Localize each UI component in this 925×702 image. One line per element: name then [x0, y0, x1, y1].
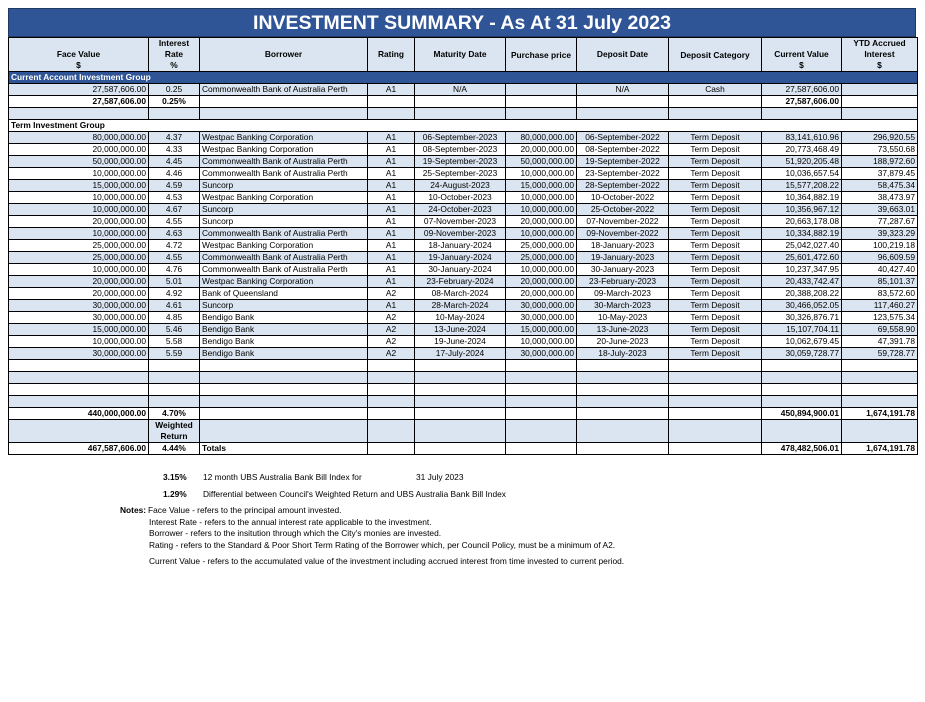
cell-purchase: 25,000,000.00: [506, 240, 577, 252]
totals-face-value: 467,587,606.00: [9, 443, 149, 455]
cell-rating: A1: [368, 204, 415, 216]
notes-section: [120, 505, 624, 568]
table-row: [9, 324, 918, 336]
cell-borrower: Suncorp: [200, 216, 368, 228]
cell-current-value: 20,388,208.22: [762, 288, 842, 300]
table-row: [9, 156, 918, 168]
cell-face-value: 30,000,000.00: [9, 348, 149, 360]
term-subtotal-current-value: 450,894,900.01: [762, 408, 842, 420]
header-row: [9, 38, 918, 72]
cell-rating: A1: [368, 240, 415, 252]
cell-maturity: 19-June-2024: [415, 336, 506, 348]
cell-deposit-date: 10-May-2023: [577, 312, 669, 324]
cell-category: Term Deposit: [669, 252, 762, 264]
cell-rating: A2: [368, 312, 415, 324]
cell-borrower: Bendigo Bank: [200, 348, 368, 360]
cell-purchase: 50,000,000.00: [506, 156, 577, 168]
cell-rating: A1: [368, 300, 415, 312]
cell-borrower: Suncorp: [200, 180, 368, 192]
header-deposit-category: Deposit Category: [669, 38, 762, 72]
cell-ytd: 85,101.37: [842, 276, 918, 288]
cell-rating: A1: [368, 264, 415, 276]
cell-purchase: 15,000,000.00: [506, 324, 577, 336]
cell-current-value: 15,107,704.11: [762, 324, 842, 336]
cell-rate: 5.46: [149, 324, 200, 336]
header-ytd-interest: YTD Accrued Interest $: [842, 38, 918, 72]
cell-rating: A2: [368, 348, 415, 360]
cell-category: Term Deposit: [669, 264, 762, 276]
table-row: [9, 312, 918, 324]
cell-rate: 0.25: [149, 84, 200, 96]
cell-face-value: 10,000,000.00: [9, 168, 149, 180]
cell-borrower: Bendigo Bank: [200, 312, 368, 324]
note-line: Rating - refers to the Standard & Poor Short Term Rating of the Borrower which, per Council Policy, must be a minimum of A2.: [149, 540, 616, 551]
table-row: [9, 204, 918, 216]
cell-rate: 4.46: [149, 168, 200, 180]
table-row: [9, 336, 918, 348]
cell-category: Term Deposit: [669, 204, 762, 216]
cell-rate: 4.61: [149, 300, 200, 312]
cell-face-value: 15,000,000.00: [9, 324, 149, 336]
cell-maturity: 28-March-2024: [415, 300, 506, 312]
cell-ytd: [842, 84, 918, 96]
cell-category: Term Deposit: [669, 348, 762, 360]
cell-face-value: 10,000,000.00: [9, 264, 149, 276]
cell-face-value: 10,000,000.00: [9, 336, 149, 348]
header-purchase-price: Purchase price: [506, 38, 577, 72]
cell-category: Term Deposit: [669, 312, 762, 324]
cell-maturity: 10-October-2023: [415, 192, 506, 204]
cell-purchase: 20,000,000.00: [506, 144, 577, 156]
totals-label: Totals: [200, 443, 368, 455]
header-rating: Rating: [368, 38, 415, 72]
cell-borrower: Westpac Banking Corporation: [200, 276, 368, 288]
benchmark-rate: 3.15%: [163, 472, 187, 482]
cell-rate: 5.59: [149, 348, 200, 360]
cell-face-value: 50,000,000.00: [9, 156, 149, 168]
table-row: [9, 240, 918, 252]
cell-ytd: 69,558.90: [842, 324, 918, 336]
cell-deposit-date: 20-June-2023: [577, 336, 669, 348]
cell-purchase: 10,000,000.00: [506, 228, 577, 240]
table-row: [9, 348, 918, 360]
cell-deposit-date: 23-February-2023: [577, 276, 669, 288]
cell-deposit-date: 06-September-2022: [577, 132, 669, 144]
term-group-row: [9, 120, 918, 132]
cell-maturity: 13-June-2024: [415, 324, 506, 336]
subtotal-current-value: 27,587,606.00: [762, 96, 842, 108]
cell-ytd: 39,323.29: [842, 228, 918, 240]
cell-category: Term Deposit: [669, 192, 762, 204]
cell-category: Term Deposit: [669, 216, 762, 228]
cell-face-value: 15,000,000.00: [9, 180, 149, 192]
cell-current-value: 20,773,468.49: [762, 144, 842, 156]
cell-ytd: 40,427.40: [842, 264, 918, 276]
cell-purchase: 10,000,000.00: [506, 192, 577, 204]
cell-rating: A1: [368, 168, 415, 180]
cell-borrower: Suncorp: [200, 204, 368, 216]
cell-purchase: 10,000,000.00: [506, 264, 577, 276]
cell-borrower: Commonwealth Bank of Australia Perth: [200, 156, 368, 168]
cell-maturity: 23-February-2024: [415, 276, 506, 288]
cell-purchase: 10,000,000.00: [506, 336, 577, 348]
cell-current-value: 20,663,178.08: [762, 216, 842, 228]
header-interest-rate: Interest Rate %: [149, 38, 200, 72]
cell-category: Term Deposit: [669, 240, 762, 252]
cell-face-value: 10,000,000.00: [9, 228, 149, 240]
table-row: [9, 288, 918, 300]
cell-rate: 5.01: [149, 276, 200, 288]
cell-face-value: 25,000,000.00: [9, 252, 149, 264]
cell-purchase: 20,000,000.00: [506, 216, 577, 228]
cell-rating: A1: [368, 192, 415, 204]
cell-current-value: 83,141,610.96: [762, 132, 842, 144]
header-deposit-date: Deposit Date: [577, 38, 669, 72]
cell-rating: A1: [368, 156, 415, 168]
term-subtotal-face-value: 440,000,000.00: [9, 408, 149, 420]
benchmark-date: 31 July 2023: [416, 472, 464, 482]
cell-maturity: 08-March-2024: [415, 288, 506, 300]
table-row: [9, 228, 918, 240]
cell-face-value: 30,000,000.00: [9, 312, 149, 324]
cell-ytd: 188,972.60: [842, 156, 918, 168]
cell-rate: 4.63: [149, 228, 200, 240]
cell-borrower: Commonwealth Bank of Australia Perth: [200, 168, 368, 180]
cell-ytd: 37,879.45: [842, 168, 918, 180]
cell-rate: 4.76: [149, 264, 200, 276]
cell-face-value: 30,000,000.00: [9, 300, 149, 312]
cell-deposit-date: N/A: [577, 84, 669, 96]
cell-rate: 4.92: [149, 288, 200, 300]
cell-purchase: [506, 84, 577, 96]
cell-face-value: 20,000,000.00: [9, 276, 149, 288]
cell-deposit-date: 10-October-2022: [577, 192, 669, 204]
cell-current-value: 51,920,205.48: [762, 156, 842, 168]
note-line: Interest Rate - refers to the annual interest rate applicable to the investment.: [149, 516, 432, 527]
current-account-group-label: Current Account Investment Group: [9, 72, 918, 84]
totals-ytd: 1,674,191.78: [842, 443, 918, 455]
table-row: [9, 216, 918, 228]
table-row: [9, 264, 918, 276]
cell-deposit-date: 23-September-2022: [577, 168, 669, 180]
cell-deposit-date: 30-January-2023: [577, 264, 669, 276]
cell-category: Term Deposit: [669, 324, 762, 336]
cell-borrower: Bendigo Bank: [200, 336, 368, 348]
term-investment-rows: [9, 132, 918, 360]
cell-borrower: Commonwealth Bank of Australia Perth: [200, 84, 368, 96]
table-row: [9, 84, 918, 96]
differential-rate: 1.29%: [163, 489, 187, 499]
cell-category: Term Deposit: [669, 288, 762, 300]
cell-rate: 4.53: [149, 192, 200, 204]
table-row: [9, 180, 918, 192]
cell-category: Term Deposit: [669, 276, 762, 288]
cell-rating: A2: [368, 288, 415, 300]
page-title: INVESTMENT SUMMARY - As At 31 July 2023: [8, 8, 916, 37]
cell-maturity: 10-May-2024: [415, 312, 506, 324]
cell-current-value: 10,062,679.45: [762, 336, 842, 348]
cell-deposit-date: 09-November-2022: [577, 228, 669, 240]
cell-face-value: 10,000,000.00: [9, 192, 149, 204]
cell-category: Cash: [669, 84, 762, 96]
cell-deposit-date: 28-September-2022: [577, 180, 669, 192]
note-line: Current Value - refers to the accumulated value of the investment including accrued interest from time invested to current period.: [149, 555, 625, 566]
table-row: [9, 276, 918, 288]
cell-category: Term Deposit: [669, 180, 762, 192]
cell-borrower: Commonwealth Bank of Australia Perth: [200, 252, 368, 264]
cell-deposit-date: 18-January-2023: [577, 240, 669, 252]
cell-purchase: 10,000,000.00: [506, 204, 577, 216]
term-subtotal-rate: 4.70%: [149, 408, 200, 420]
spacer-row: [9, 384, 918, 396]
cell-maturity: 17-July-2024: [415, 348, 506, 360]
cell-current-value: 30,059,728.77: [762, 348, 842, 360]
table-row: [9, 252, 918, 264]
totals-current-value: 478,482,506.01: [762, 443, 842, 455]
cell-deposit-date: 19-January-2023: [577, 252, 669, 264]
cell-maturity: 24-August-2023: [415, 180, 506, 192]
cell-borrower: Commonwealth Bank of Australia Perth: [200, 264, 368, 276]
cell-rating: A1: [368, 276, 415, 288]
cell-borrower: Westpac Banking Corporation: [200, 144, 368, 156]
cell-ytd: 47,391.78: [842, 336, 918, 348]
totals-rate: 4.44%: [149, 443, 200, 455]
cell-purchase: 15,000,000.00: [506, 180, 577, 192]
cell-face-value: 25,000,000.00: [9, 240, 149, 252]
cell-deposit-date: 07-November-2022: [577, 216, 669, 228]
cell-rating: A1: [368, 132, 415, 144]
table-row: [9, 300, 918, 312]
note-line: Face Value - refers to the principal amount invested.: [148, 505, 342, 515]
cell-ytd: 296,920.55: [842, 132, 918, 144]
weighted-return-row: [9, 420, 918, 443]
benchmark-label: 12 month UBS Australia Bank Bill Index for: [203, 472, 362, 482]
cell-category: Term Deposit: [669, 300, 762, 312]
table-row: [9, 192, 918, 204]
term-subtotal-row: [9, 408, 918, 420]
weighted-return-label: Weighted Return: [149, 420, 200, 443]
cell-current-value: 25,601,472.60: [762, 252, 842, 264]
cell-face-value: 80,000,000.00: [9, 132, 149, 144]
header-borrower: Borrower: [200, 38, 368, 72]
subtotal-face-value: 27,587,606.00: [9, 96, 149, 108]
cell-face-value: 20,000,000.00: [9, 288, 149, 300]
investment-table: [8, 37, 918, 455]
cell-ytd: 83,572.60: [842, 288, 918, 300]
cell-face-value: 10,000,000.00: [9, 204, 149, 216]
spacer-row: [9, 108, 918, 120]
cell-rate: 4.55: [149, 252, 200, 264]
spacer-row: [9, 360, 918, 372]
cell-ytd: 77,287.67: [842, 216, 918, 228]
cell-borrower: Westpac Banking Corporation: [200, 240, 368, 252]
note-line: Borrower - refers to the insitution through which the City's monies are invested.: [149, 528, 442, 539]
cell-borrower: Westpac Banking Corporation: [200, 132, 368, 144]
cell-ytd: 58,475.34: [842, 180, 918, 192]
cell-deposit-date: 19-September-2022: [577, 156, 669, 168]
cell-rate: 4.37: [149, 132, 200, 144]
cell-ytd: 59,728.77: [842, 348, 918, 360]
cell-rating: A1: [368, 144, 415, 156]
cell-purchase: 30,000,000.00: [506, 300, 577, 312]
cell-current-value: 10,356,967.12: [762, 204, 842, 216]
cell-maturity: 18-January-2024: [415, 240, 506, 252]
cell-category: Term Deposit: [669, 336, 762, 348]
current-account-group-row: [9, 72, 918, 84]
cell-rating: A1: [368, 228, 415, 240]
cell-rating: A2: [368, 336, 415, 348]
cell-ytd: 96,609.59: [842, 252, 918, 264]
cell-current-value: 27,587,606.00: [762, 84, 842, 96]
cell-ytd: 123,575.34: [842, 312, 918, 324]
cell-maturity: 25-September-2023: [415, 168, 506, 180]
cell-current-value: 25,042,027.40: [762, 240, 842, 252]
cell-deposit-date: 30-March-2023: [577, 300, 669, 312]
cell-purchase: 10,000,000.00: [506, 168, 577, 180]
cell-ytd: 117,460.27: [842, 300, 918, 312]
totals-row: [9, 443, 918, 455]
cell-rating: A1: [368, 84, 415, 96]
cell-rate: 4.67: [149, 204, 200, 216]
cell-deposit-date: 09-March-2023: [577, 288, 669, 300]
cell-deposit-date: 08-September-2022: [577, 144, 669, 156]
cell-maturity: 30-January-2024: [415, 264, 506, 276]
cell-rate: 4.59: [149, 180, 200, 192]
header-face-value: Face Value $: [9, 38, 149, 72]
cell-maturity: N/A: [415, 84, 506, 96]
cell-current-value: 15,577,208.22: [762, 180, 842, 192]
cell-current-value: 10,237,347.95: [762, 264, 842, 276]
cell-purchase: 30,000,000.00: [506, 348, 577, 360]
cell-current-value: 30,326,876.71: [762, 312, 842, 324]
cell-rating: A2: [368, 324, 415, 336]
cell-current-value: 30,466,052.05: [762, 300, 842, 312]
cell-maturity: 08-September-2023: [415, 144, 506, 156]
cell-purchase: 20,000,000.00: [506, 288, 577, 300]
cell-borrower: Bank of Queensland: [200, 288, 368, 300]
cell-borrower: Suncorp: [200, 300, 368, 312]
cell-maturity: 19-September-2023: [415, 156, 506, 168]
cell-maturity: 24-October-2023: [415, 204, 506, 216]
cell-deposit-date: 13-June-2023: [577, 324, 669, 336]
cell-category: Term Deposit: [669, 144, 762, 156]
cell-face-value: 27,587,606.00: [9, 84, 149, 96]
cell-borrower: Westpac Banking Corporation: [200, 192, 368, 204]
cell-category: Term Deposit: [669, 132, 762, 144]
header-current-value: Current Value $: [762, 38, 842, 72]
cell-category: Term Deposit: [669, 228, 762, 240]
cell-current-value: 10,036,657.54: [762, 168, 842, 180]
header-maturity-date: Maturity Date: [415, 38, 506, 72]
cell-rate: 5.58: [149, 336, 200, 348]
cell-rate: 4.55: [149, 216, 200, 228]
cell-rate: 4.45: [149, 156, 200, 168]
cell-face-value: 20,000,000.00: [9, 144, 149, 156]
cell-category: Term Deposit: [669, 168, 762, 180]
cell-ytd: 38,473.97: [842, 192, 918, 204]
subtotal-rate: 0.25%: [149, 96, 200, 108]
cell-maturity: 19-January-2024: [415, 252, 506, 264]
cell-borrower: Commonwealth Bank of Australia Perth: [200, 228, 368, 240]
differential-label: Differential between Council's Weighted Return and UBS Australia Bank Bill Index: [203, 489, 506, 499]
spacer-row: [9, 372, 918, 384]
cell-rating: A1: [368, 216, 415, 228]
cell-current-value: 10,334,882.19: [762, 228, 842, 240]
current-account-subtotal-row: [9, 96, 918, 108]
cell-rate: 4.72: [149, 240, 200, 252]
term-subtotal-ytd: 1,674,191.78: [842, 408, 918, 420]
cell-ytd: 39,663.01: [842, 204, 918, 216]
notes-label: Notes:: [120, 505, 147, 515]
cell-current-value: 10,364,882.19: [762, 192, 842, 204]
cell-deposit-date: 18-July-2023: [577, 348, 669, 360]
cell-purchase: 25,000,000.00: [506, 252, 577, 264]
cell-current-value: 20,433,742.47: [762, 276, 842, 288]
term-group-label: Term Investment Group: [9, 120, 918, 132]
cell-rating: A1: [368, 252, 415, 264]
spacer-row: [9, 396, 918, 408]
cell-purchase: 20,000,000.00: [506, 276, 577, 288]
cell-ytd: 100,219.18: [842, 240, 918, 252]
table-row: [9, 144, 918, 156]
cell-ytd: 73,550.68: [842, 144, 918, 156]
cell-rate: 4.33: [149, 144, 200, 156]
cell-rating: A1: [368, 180, 415, 192]
cell-purchase: 80,000,000.00: [506, 132, 577, 144]
cell-face-value: 20,000,000.00: [9, 216, 149, 228]
cell-purchase: 30,000,000.00: [506, 312, 577, 324]
cell-maturity: 06-September-2023: [415, 132, 506, 144]
table-row: [9, 168, 918, 180]
cell-borrower: Bendigo Bank: [200, 324, 368, 336]
table-row: [9, 132, 918, 144]
cell-category: Term Deposit: [669, 156, 762, 168]
cell-deposit-date: 25-October-2022: [577, 204, 669, 216]
cell-rate: 4.85: [149, 312, 200, 324]
cell-maturity: 07-November-2023: [415, 216, 506, 228]
cell-maturity: 09-November-2023: [415, 228, 506, 240]
